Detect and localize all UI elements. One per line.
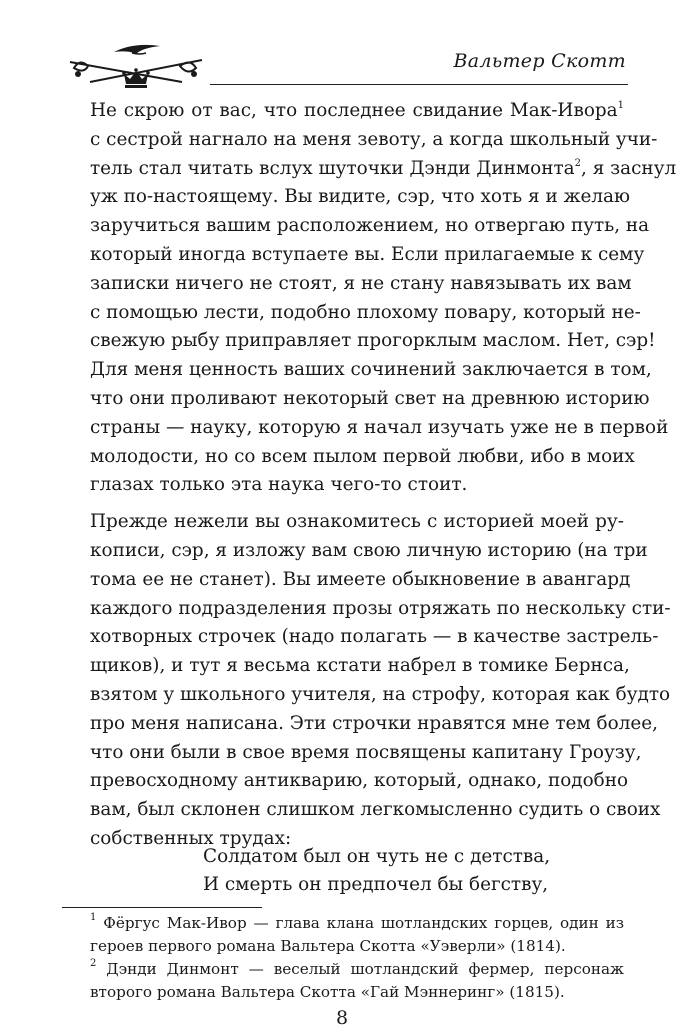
verse-line: Солдатом был он чуть не с детства, — [203, 846, 551, 867]
text-line: взятом у школьного учителя, на строфу, которая как будто — [90, 683, 671, 705]
verse-quote — [203, 843, 550, 899]
text-line: молодости, но со всем пылом первой любви, ибо в моих — [90, 445, 635, 467]
footnote-2 — [62, 958, 624, 1003]
footnote-mark-1: 1 — [90, 912, 97, 923]
footnote-ref-1: 1 — [617, 100, 624, 111]
footnote-line: героев первого романа Вальтера Скотта «Уэверли» (1814). — [90, 936, 566, 955]
text-line: вам, был склонен слишком легкомысленно судить о своих — [90, 799, 661, 821]
footnote-line: $^2$ Дэнди Динмонт — веселый шотландский фермер, персонаж — [90, 958, 625, 978]
text-line: каждого подразделения прозы отряжать по нескольку сти- — [90, 597, 671, 619]
text-line: Прежде нежели вы ознакомитесь с историей моей ру- — [90, 511, 624, 533]
text-line: с сестрой нагнало на меня зевоту, а когда школьный учи- — [90, 128, 658, 150]
page-number: 8 — [335, 1007, 349, 1029]
running-header — [62, 38, 628, 94]
text-line: кописи, сэр, я изложу вам свою личную историю (на три — [90, 539, 648, 561]
text-line: который иногда вступаете вы. Если прилагаемые к сему — [90, 243, 645, 265]
footnote-mark-2: 2 — [90, 958, 97, 969]
main-text — [62, 97, 677, 862]
footnote-line: $^1$ Фёргус Мак-Ивор — глава клана шотландских горцев, один из — [90, 912, 624, 932]
text-line: Не скрою от вас, что последнее свидание Мак-Ивора$^1$ — [90, 100, 624, 121]
text-line: Для меня ценность ваших сочинений заключается в том, — [90, 359, 652, 381]
text-line: что они были в свое время посвящены капитану Гроузу, — [90, 741, 642, 763]
text-line: глазах только эта наука чего-то стоит. — [90, 474, 468, 496]
header-rule — [210, 84, 628, 85]
paragraph-2 — [62, 508, 671, 854]
verse-line: И смерть он предпочел бы бегству, — [203, 874, 549, 895]
crossed-swords-crown-eagle-icon — [62, 38, 212, 90]
footnote-ref-2: 2 — [574, 157, 581, 169]
text-line: с помощью лести, подобно плохому повару, который не- — [90, 301, 641, 323]
text-line: что они проливают некоторый свет на древнюю историю — [90, 387, 650, 409]
text-line: страны — науку, которую я начал изучать уже не в первой — [90, 416, 669, 438]
footnote-1 — [62, 912, 624, 957]
text-line: собственных трудах: — [90, 827, 292, 849]
text-line: уж по-настоящему. Вы видите, сэр, что хоть я и желаю — [90, 186, 631, 208]
text-line: свежую рыбу приправляет прогорклым маслом. Нет, сэр! — [90, 330, 656, 352]
footnote-rule — [62, 907, 262, 908]
running-title: Вальтер Скотт — [453, 50, 626, 72]
text-line: про меня написана. Эти строчки нравятся мне тем более, — [90, 712, 658, 734]
text-line: превосходному антикварию, который, однако, подобно — [90, 770, 629, 792]
text-line: тель стал читать вслух шуточки Дэнди Динмонта$^2$, я заснул — [90, 157, 677, 179]
text-line: записки ничего не стоят, я не стану навязывать их вам — [90, 272, 632, 294]
paragraph-1 — [62, 97, 677, 500]
footnote-line: второго романа Вальтера Скотта «Гай Мэннеринг» (1815). — [90, 982, 565, 1001]
footnotes — [62, 912, 624, 1004]
text-line: заручиться вашим расположением, но отвергаю путь, на — [90, 215, 650, 237]
text-line: хотворных строчек (надо полагать — в качестве застрель- — [90, 626, 659, 648]
text-line: щиков), и тут я весьма кстати набрел в томике Бернса, — [90, 655, 630, 677]
text-line: тома ее не станет). Вы имеете обыкновение в авангард — [90, 568, 631, 590]
